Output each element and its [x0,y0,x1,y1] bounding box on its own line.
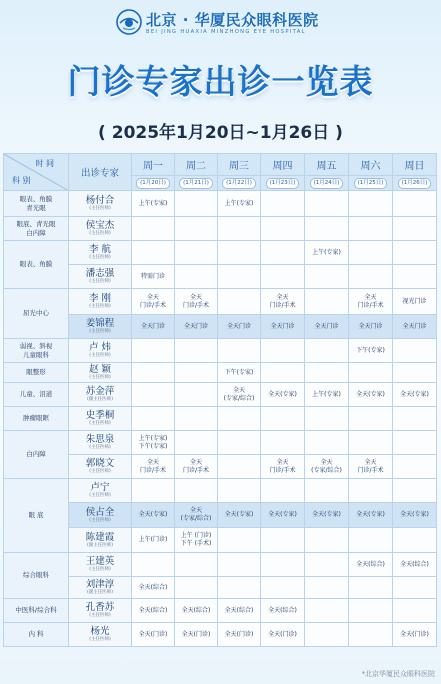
day-header: 周四 [261,154,305,176]
doctor-title: (副主任医师) [86,397,113,402]
doctor-cell [69,623,132,647]
doctor-name: 潘志强 [85,268,115,279]
page-title: 门诊专家出诊一览表 [67,62,374,101]
schedule-cell: 全天(门诊) [218,623,261,647]
department-cell: 弱视、斜视 儿童眼科 [4,339,69,363]
doctor-cell [69,289,132,315]
doctor-name: 赵 颖 [88,364,112,375]
schedule-cell: 全天(综合) [218,599,261,623]
doctor-name: 卢宁 [90,482,110,493]
schedule-cell: 上午(门诊) [132,528,175,553]
doctor-row [4,599,437,623]
doctor-title: (主任医师) [89,353,111,358]
hospital-name-en: BEI JING HUAXIA MINZHONG EYE HOSPITAL [146,29,306,35]
schedule-cell [393,407,437,431]
date-range: ( 2025年1月20日~1月26日 ) [98,123,343,143]
date-badge: (1月23日) [266,178,300,189]
schedule-cell [305,191,349,217]
schedule-cell [175,407,218,431]
schedule-cell [218,577,261,599]
doctor-title: (主任医师) [89,375,111,380]
schedule-cell [218,241,261,265]
doctor-row [4,431,437,455]
schedule-cell [393,339,437,363]
doctor-name: 李 航 [88,244,112,255]
department-cell: 屈光中心 [4,289,69,339]
schedule-cell: 全天(门诊) [393,623,437,647]
schedule-cell: 全天(门诊) [175,623,218,647]
schedule-cell [349,407,393,431]
doctor-title: (主任医师) [89,517,111,523]
schedule-cell: 全天 (专家/综合) [175,503,218,528]
schedule-cell [175,577,218,599]
doctor-title: (主任医师) [89,613,111,618]
doctor-title: (主任医师) [89,304,111,309]
schedule-cell [218,265,261,289]
schedule-cell [305,623,349,647]
schedule-cell: 全天(综合) [349,553,393,577]
doctor-name: 李 刚 [88,293,112,304]
schedule-cell: 下午(专家) [349,339,393,363]
department-cell: 眼 底 [4,479,69,553]
schedule-cell [393,479,437,503]
schedule-cell [393,455,437,479]
doctor-row [4,363,437,383]
schedule-cell: 全天(专家) [349,503,393,528]
doctor-title: (主任医师) [89,279,111,284]
schedule-cell: 全天(专家) [132,503,175,528]
doctor-row [4,265,437,289]
schedule-cell [218,431,261,455]
schedule-cell [261,431,305,455]
schedule-cell [218,528,261,553]
doctor-row [4,528,437,553]
schedule-cell [393,577,437,599]
day-header: 周三 [218,154,261,176]
schedule-cell: 全天(综合) [393,553,437,577]
doctor-row [4,241,437,265]
doctor-title: (主任医师) [89,637,111,642]
doctor-title: (主任医师) [89,206,111,211]
date-badge: (1月20日) [136,178,170,189]
schedule-cell [132,383,175,407]
schedule-cell [132,363,175,383]
doctor-cell [69,599,132,623]
schedule-cell: 全天(综合) [175,599,218,623]
schedule-cell [305,528,349,553]
schedule-cell [349,528,393,553]
schedule-cell: 全天 门诊/手术 [132,455,175,479]
doctor-row [4,623,437,647]
doctor-cell [69,479,132,503]
schedule-cell: 上午(专家) [218,191,261,217]
schedule-cell: 全天门诊 [132,315,175,339]
schedule-cell: 全天(门诊) [132,623,175,647]
department-cell: 眼表、角膜 青光眼 [4,191,69,217]
schedule-cell [349,241,393,265]
doctor-title: (主任医师) [89,445,111,450]
schedule-cell [349,577,393,599]
schedule-cell [218,553,261,577]
schedule-cell: 全天(综合) [261,599,305,623]
doctor-title: (副主任医师) [86,590,113,595]
schedule-cell [175,431,218,455]
department-cell: 白内障 [4,431,69,479]
schedule-cell [261,241,305,265]
date-header [261,176,305,191]
schedule-cell: 全天(专家) [393,503,437,528]
schedule-cell [305,553,349,577]
doctor-cell [69,363,132,383]
schedule-cell [175,553,218,577]
doctor-name: 杨光 [90,626,110,637]
department-cell: 儿童、泪道 [4,383,69,407]
header [0,0,441,42]
doctor-row [4,289,437,315]
schedule-cell: 全天门诊 [218,315,261,339]
schedule-cell: 全天 门诊/手术 [349,455,393,479]
schedule-cell: 全天门诊 [349,315,393,339]
schedule-cell [132,339,175,363]
schedule-cell [305,217,349,241]
doctor-cell [69,528,132,553]
table-header-row [4,154,437,176]
schedule-cell: 全天(综合) [132,599,175,623]
doctor-title: (主任医师) [89,469,111,474]
doctor-name: 刘津淳 [85,579,115,590]
department-cell: 眼表、角膜 [4,241,69,289]
schedule-cell [218,455,261,479]
schedule-cell [261,407,305,431]
doctor-title: (主任医师) [89,231,111,236]
schedule-cell [261,191,305,217]
doctor-row [4,191,437,217]
schedule-cell [305,339,349,363]
doctor-name: 王建英 [85,556,115,567]
schedule-cell [132,217,175,241]
date-header [218,176,261,191]
doctor-name: 杨付合 [85,195,115,206]
schedule-cell: 全天(专家) [305,503,349,528]
date-header [349,176,393,191]
schedule-cell: 全天 门诊/手术 [132,289,175,315]
doctor-name: 卢 炜 [88,342,112,353]
schedule-cell [132,553,175,577]
doctor-cell [69,577,132,599]
schedule-cell: 全天 (专家/综合) [305,455,349,479]
date-badge: (1月26日) [398,178,432,189]
schedule-cell [175,191,218,217]
doctor-row [4,339,437,363]
schedule-cell [349,479,393,503]
date-badge: (1月24日) [310,178,344,189]
schedule-cell [393,191,437,217]
day-header: 周二 [175,154,218,176]
day-header: 周五 [305,154,349,176]
doctor-name: 姜锦程 [85,318,115,329]
department-cell: 眼底、青光眼 白内障 [4,217,69,241]
doctor-title: (主任医师) [89,493,111,498]
doctor-cell [69,503,132,528]
hospital-name: 北京 · 华厦民众眼科医院 [146,11,319,29]
doctor-name: 苏金萍 [85,386,115,397]
schedule-cell [393,363,437,383]
doctor-title: (副主任医师) [86,542,113,548]
doctor-cell [69,241,132,265]
schedule-cell [218,289,261,315]
schedule-cell [393,217,437,241]
schedule-cell: 全天门诊 [305,315,349,339]
schedule-cell [305,289,349,315]
doctor-cell [69,265,132,289]
doctor-title: (主任医师) [89,567,111,572]
schedule-cell [218,407,261,431]
schedule-cell [349,623,393,647]
schedule-cell: 全天(专家) [218,503,261,528]
schedule-cell [261,528,305,553]
schedule-cell [393,431,437,455]
schedule-cell [261,553,305,577]
doctor-name: 朱思泉 [85,434,115,445]
corner-dept-label: 科 别 [12,176,31,185]
eye-icon [116,9,142,35]
schedule-cell: 全天(专家) [261,383,305,407]
watermark: *北京华厦民众眼科医院 [361,670,435,678]
date-header [132,176,175,191]
date-header [305,176,349,191]
schedule-cell: 全天 门诊/手术 [175,455,218,479]
schedule-cell: 特需门诊 [132,265,175,289]
doctor-row [4,383,437,407]
doctor-cell [69,383,132,407]
doctor-row [4,479,437,503]
schedule-cell: 全天(专家) [393,383,437,407]
schedule-cell [305,363,349,383]
schedule-cell [175,217,218,241]
schedule-cell [349,265,393,289]
schedule-cell [132,241,175,265]
schedule-cell [349,217,393,241]
schedule-cell: 全天 门诊/手术 [175,289,218,315]
day-header: 周一 [132,154,175,176]
schedule-cell: 全天 门诊/手术 [349,289,393,315]
schedule-cell [175,383,218,407]
schedule-cell: 上午(专家) [305,241,349,265]
schedule-cell: 全天(门诊) [261,623,305,647]
schedule-cell: 上午(专家) [132,191,175,217]
schedule-cell [393,528,437,553]
doctor-cell [69,407,132,431]
day-header: 周六 [349,154,393,176]
schedule-cell [175,363,218,383]
schedule-table [3,153,437,647]
schedule-cell [305,265,349,289]
schedule-cell: 全天 门诊/手术 [261,455,305,479]
department-cell: 内 科 [4,623,69,647]
date-header [175,176,218,191]
doctor-row [4,315,437,339]
doctor-cell [69,217,132,241]
doctor-cell [69,339,132,363]
schedule-cell: 上午(专家) 下午(专家) [132,431,175,455]
date-badge: (1月21日) [179,178,213,189]
doctor-name: 陈建霞 [85,531,115,543]
doctor-row [4,407,437,431]
schedule-cell [349,431,393,455]
schedule-cell [305,407,349,431]
schedule-cell [349,363,393,383]
doctor-row [4,553,437,577]
schedule-cell: 上午(专家) [305,383,349,407]
date-header [393,176,437,191]
schedule-cell [175,265,218,289]
department-cell: 中医科/综合科 [4,599,69,623]
day-header: 周日 [393,154,437,176]
schedule-cell [261,577,305,599]
date-badge: (1月25日) [354,178,388,189]
schedule-cell [132,479,175,503]
schedule-cell [393,599,437,623]
corner-time-label: 时 间 [35,159,54,168]
schedule-cell [305,599,349,623]
doctor-name: 郭晓文 [85,458,115,469]
schedule-cell [349,191,393,217]
schedule-cell [393,241,437,265]
doctor-title: (主任医师) [89,255,111,260]
doctor-cell [69,315,132,339]
schedule-cell: 全天 门诊/手术 [261,289,305,315]
schedule-cell [218,217,261,241]
schedule-cell: 全天门诊 [393,315,437,339]
doctor-cell [69,191,132,217]
schedule-cell [261,363,305,383]
header-corner-cell [4,154,69,191]
schedule-cell [175,479,218,503]
doctor-cell [69,553,132,577]
doctor-name: 孔香苏 [85,602,115,613]
schedule-cell [305,577,349,599]
schedule-cell: 全天(专家) [349,383,393,407]
doctor-row [4,455,437,479]
schedule-cell [175,339,218,363]
schedule-cell [393,265,437,289]
doctor-cell [69,455,132,479]
schedule-cell [261,217,305,241]
schedule-cell: 全天门诊 [261,315,305,339]
schedule-cell: 全天(综合) [132,577,175,599]
schedule-cell: 全天(专家) [261,503,305,528]
doctor-row [4,503,437,528]
doctor-name: 史季桐 [85,410,115,421]
schedule-cell [218,339,261,363]
doctor-cell [69,431,132,455]
schedule-cell [261,479,305,503]
schedule-cell: 下午(专家) [218,363,261,383]
schedule-cell [218,479,261,503]
doctor-header: 出诊专家 [69,154,132,191]
schedule-cell [261,265,305,289]
schedule-cell [175,241,218,265]
department-cell: 眼整形 [4,363,69,383]
schedule-cell [349,599,393,623]
doctor-row [4,577,437,599]
doctor-row [4,217,437,241]
department-cell: 肿瘤眼眶 [4,407,69,431]
schedule-cell [261,339,305,363]
doctor-name: 侯占全 [85,506,115,518]
schedule-cell [305,431,349,455]
schedule-cell: 视光门诊 [393,289,437,315]
schedule-cell: 全天 (专家/综合) [218,383,261,407]
department-cell: 综合眼科 [4,553,69,599]
doctor-name: 侯宝杰 [85,220,115,231]
schedule-cell: 上午 (门诊) 下午 (手术) [175,528,218,553]
schedule-cell [132,407,175,431]
date-badge: (1月22日) [222,178,256,189]
doctor-title: (主任医师) [89,329,111,334]
schedule-cell [305,479,349,503]
schedule-cell: 全天门诊 [175,315,218,339]
doctor-title: (主任医师) [89,421,111,426]
